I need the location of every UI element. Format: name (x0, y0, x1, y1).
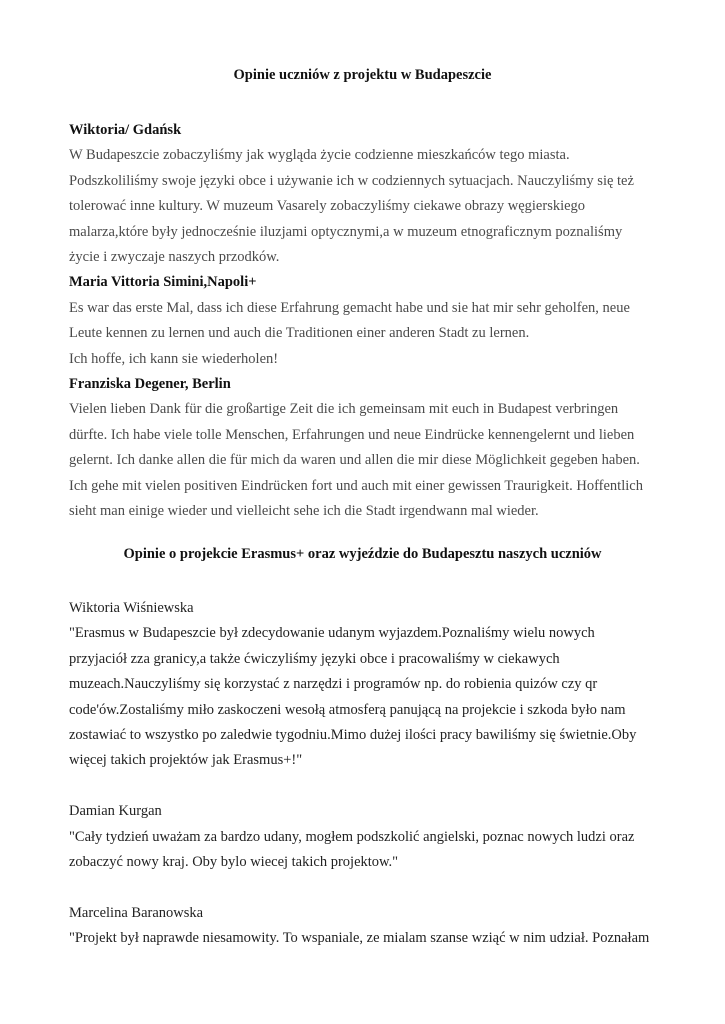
section2-title: Opinie o projekcie Erasmus+ oraz wyjeździe do Budapesztu naszych uczniów (123, 546, 602, 562)
text-line: sieht man einige wieder und vielleicht sehe ich die Stadt irgendwann mal wieder. (69, 503, 539, 520)
text-line: muzeach.Nauczyliśmy się korzystać z narzędzi i programów np. do robienia quizów czy qr (69, 676, 598, 693)
text-line: Es war das erste Mal, dass ich diese Erfahrung gemacht habe und sie hat mir sehr geholfen, neue (69, 299, 630, 316)
text-line: Vielen lieben Dank für die großartige Zeit die ich gemeinsam mit euch in Budapest verbringen (69, 401, 619, 418)
author-name: Marcelina Baranowska (69, 904, 204, 921)
text-line: code'ów.Zostaliśmy miło zaskoczeni wesołą atmosferą panującą na projekcie i szkoda było nam (69, 701, 626, 718)
text-line: dürfte. Ich habe viele tolle Menschen, Erfahrungen und neue Eindrücke kennengelernt und lieben (69, 426, 635, 443)
text-line: Ich hoffe, ich kann sie wiederholen! (69, 350, 279, 367)
text-line: W Budapeszcie zobaczyliśmy jak wygląda życie codzienne mieszkańców tego miasta. (69, 147, 570, 164)
author-name: Franziska Degener, Berlin (69, 376, 231, 393)
author-name: Damian Kurgan (69, 803, 162, 820)
section1-title: Opinie uczniów z projektu w Budapeszcie (233, 67, 492, 83)
text-line: Ich gehe mit vielen positiven Eindrücken fort und auch mit einer gewissen Traurigkeit. Hoffentlich (69, 477, 643, 494)
section2-body (69, 596, 669, 952)
author-name: Wiktoria/ Gdańsk (69, 122, 182, 138)
text-line: przyjaciół zza granicy,a także ćwiczyliśmy języki obce i pracowaliśmy w ciekawych (69, 650, 560, 667)
text-line: gelernt. Ich danke allen die für mich da waren und allen die mir diese Möglichkeit gegeben haben. (69, 452, 640, 469)
text-line: życie i zwyczaje naszych przodków. (69, 249, 280, 266)
text-line: "Erasmus w Budapeszcie był zdecydowanie udanym wyjazdem.Poznaliśmy wielu nowych (69, 625, 595, 642)
text-line: Leute kennen zu lernen und auch die Traditionen einer anderen Stadt zu lernen. (69, 325, 530, 342)
text-line: "Cały tydzień uważam za bardzo udany, mogłem podszkolić angielski, poznac nowych ludzi oraz (69, 828, 635, 845)
text-line: malarza,które były jednocześnie iluzjami optycznymi,a w muzeum etnograficznym poznaliśmy (69, 223, 623, 240)
author-name: Wiktoria Wiśniewska (69, 600, 194, 616)
text-line: tolerować inne kultury. W muzeum Vasarely zobaczyliśmy ciekawe obrazy węgierskiego (69, 198, 586, 215)
section1-body (69, 118, 669, 525)
author-name: Maria Vittoria Simini,Napoli+ (69, 274, 257, 291)
text-line: zobaczyć nowy kraj. Oby bylo wiecej takich projektow." (69, 854, 399, 871)
text-line: więcej takich projektów jak Erasmus+!" (69, 752, 303, 769)
text-line: Podszkoliliśmy swoje języki obce i używanie ich w codziennych sytuacjach. Nauczyliśmy się też (69, 172, 634, 189)
paragraph-gap (69, 774, 669, 799)
paragraph-gap (69, 875, 669, 900)
text-line: zostawiać to wszystko po zaledwie tygodniu.Mimo dużej ilości pracy bawiliśmy się świetnie.Oby (69, 727, 637, 744)
text-line: "Projekt był naprawde niesamowity. To wspaniale, ze mialam szanse wziąć w nim udział. Poznałam (69, 930, 650, 947)
